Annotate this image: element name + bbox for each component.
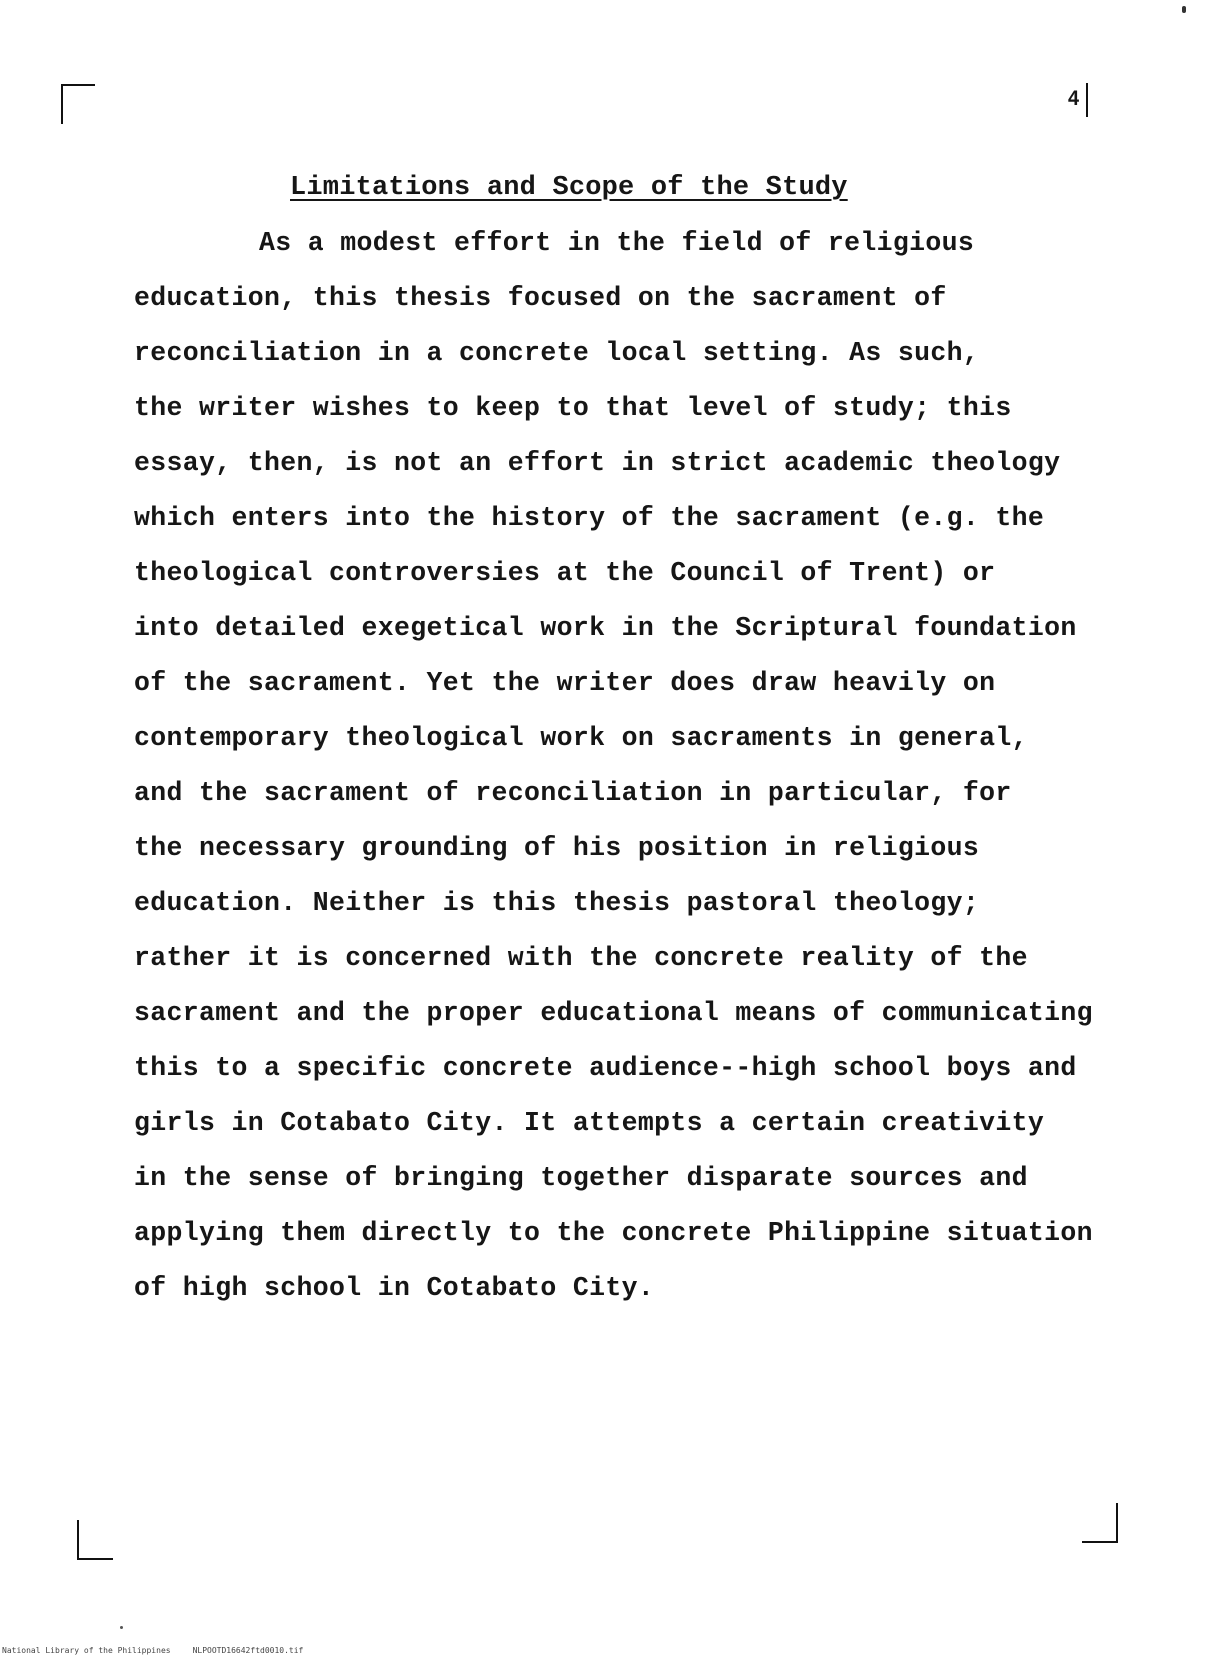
text-line: the writer wishes to keep to that level of study; this [134, 393, 1012, 423]
text-line: into detailed exegetical work in the Scriptural foundation [134, 613, 1077, 643]
library-name: National Library of the Philippines [2, 1646, 171, 1655]
text-line: contemporary theological work on sacraments in general, [134, 723, 1028, 753]
crop-mark-bottom-right [1082, 1503, 1118, 1543]
text-line: the necessary grounding of his position in religious [134, 833, 980, 863]
text-line: girls in Cotabato City. It attempts a certain creativity [134, 1108, 1045, 1138]
text-line: rather it is concerned with the concrete reality of the [134, 943, 1028, 973]
text-line: in the sense of bringing together disparate sources and [134, 1163, 1028, 1193]
crop-mark-bottom-left [77, 1520, 113, 1560]
text-line: essay, then, is not an effort in strict academic theology [134, 448, 1061, 478]
text-line: which enters into the history of the sacrament (e.g. the [134, 503, 1045, 533]
scan-footer [2, 1646, 303, 1656]
scan-speck [1182, 6, 1186, 13]
text-line: education, this thesis focused on the sacrament of [134, 283, 947, 313]
text-line: reconciliation in a concrete local setting. As such, [134, 338, 980, 368]
crop-mark-top-left [61, 84, 95, 124]
page-number [1067, 83, 1088, 117]
body-paragraph [134, 221, 1124, 1321]
scan-speck [120, 1626, 123, 1629]
section-title: Limitations and Scope of the Study [290, 173, 848, 203]
text-line: education. Neither is this thesis pastoral theology; [134, 888, 980, 918]
file-name: NLPOOTD16642ftd0010.tif [192, 1646, 304, 1655]
text-line: sacrament and the proper educational means of communicating [134, 998, 1093, 1028]
text-line: theological controversies at the Council of Trent) or [134, 558, 996, 588]
text-line: this to a specific concrete audience--high school boys and [134, 1053, 1077, 1083]
page-number-value: 4 [1067, 87, 1080, 112]
text-line: applying them directly to the concrete Philippine situation [134, 1218, 1093, 1248]
text-line: of the sacrament. Yet the writer does draw heavily on [134, 668, 996, 698]
text-line: and the sacrament of reconciliation in particular, for [134, 778, 1012, 808]
text-line: of high school in Cotabato City. [134, 1273, 655, 1303]
text-line: As a modest effort in the field of religious [259, 228, 975, 258]
